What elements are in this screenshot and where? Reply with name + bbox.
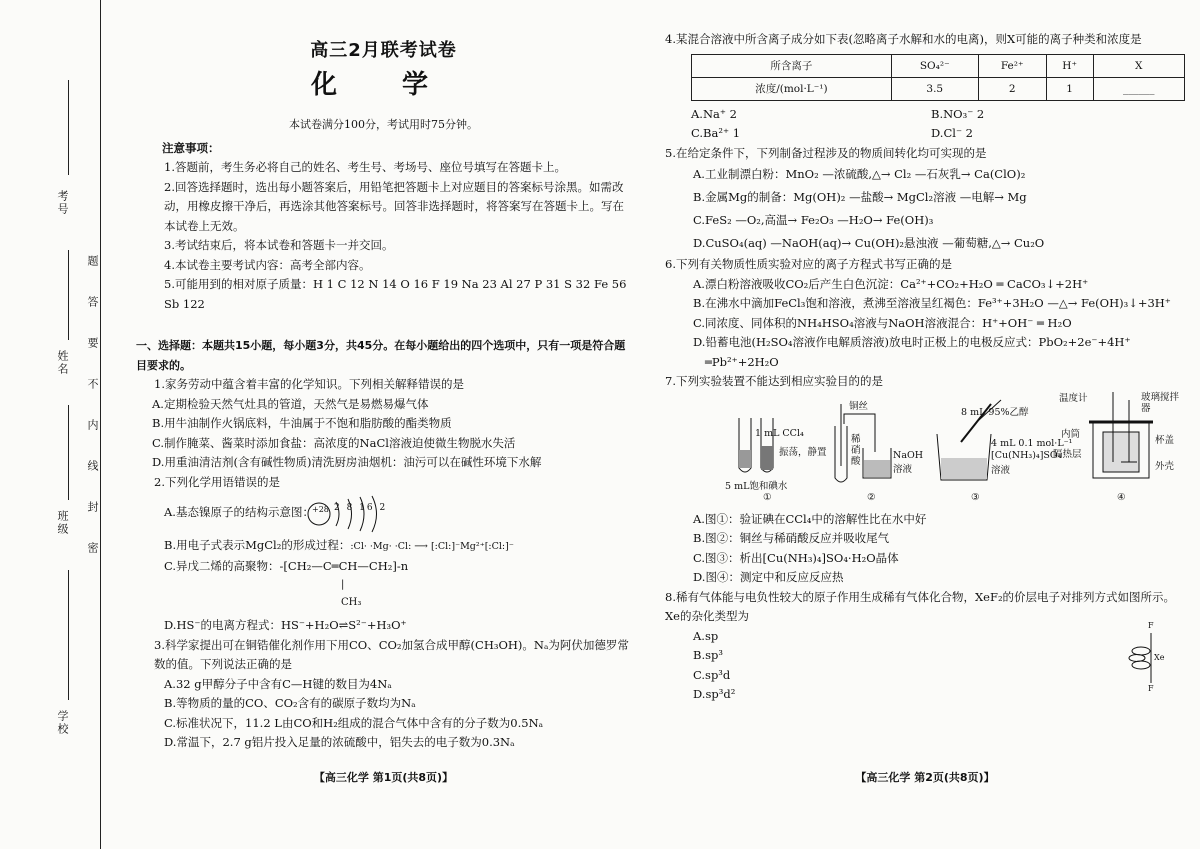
- q1-option-d: D.用重油清洁剂(含有碱性物质)清洗厨房油烟机：油污可以在碱性环境下水解: [152, 455, 542, 469]
- fig3-label: [Cu(NH₃)₄]SO₄: [991, 449, 1062, 461]
- fig3-label: 4 mL 0.1 mol·L⁻¹: [991, 437, 1073, 449]
- figure-1: [725, 396, 835, 508]
- fig4-label: 杯盖: [1155, 434, 1175, 446]
- q7-option-c: C.图③：析出[Cu(NH₃)₄]SO₄·H₂O晶体: [693, 550, 899, 565]
- fig4-label: 温度计: [1059, 392, 1088, 404]
- table-cell: 浓度/(mol·L⁻¹): [692, 77, 892, 100]
- fig3-label: 溶液: [991, 464, 1011, 476]
- table-header: H⁺: [1046, 54, 1093, 77]
- q2-option-d: D.HS⁻的电离方程式：HS⁻+H₂O⇌S²⁻+H₃O⁺: [164, 618, 407, 632]
- figure-number: ①: [763, 491, 772, 503]
- q7-figures: [665, 391, 1185, 508]
- q4-option-d: D.Cl⁻ 2: [931, 126, 973, 140]
- class-field[interactable]: [68, 405, 69, 500]
- fig4-label: 外壳: [1155, 460, 1175, 472]
- binding-line: [100, 0, 101, 849]
- q8-option-c: C.sp³d: [693, 667, 731, 682]
- electron-shells: 2 8 16 2: [334, 503, 388, 513]
- figure-number: ②: [867, 491, 876, 503]
- ion-table: [691, 54, 1185, 101]
- q5-option-c: C.FeS₂ —O₂,高温→ Fe₂O₃ —H₂O→ Fe(OH)₃: [693, 213, 934, 227]
- binding-margin: [0, 0, 120, 849]
- class-label: 班级: [56, 510, 69, 536]
- fig1-label: 1 mL CCl₄: [755, 427, 804, 439]
- q4-options: [665, 105, 1185, 144]
- notice-heading: 注意事项：: [162, 140, 220, 155]
- q3-option-c: C.标准状况下，11.2 L由CO和H₂组成的混合气体中含有的分子数为0.5Nₐ: [164, 715, 544, 730]
- subject-title: 化 学: [310, 70, 457, 100]
- question-stem-6: 6.下列有关物质性质实验对应的离子方程式书写正确的是: [665, 257, 952, 271]
- q4-option-b: B.NO₃⁻ 2: [931, 106, 985, 121]
- fig2-label: 稀硝酸: [851, 433, 861, 467]
- nucleus-charge: +28: [312, 505, 329, 514]
- q3-option-b: B.等物质的量的CO、CO₂含有的碳原子数均为Nₐ: [164, 696, 416, 710]
- question-stem-5: 5.在给定条件下，下列制备过程涉及的物质间转化均可实现的是: [665, 145, 987, 160]
- page-footer: 【高三化学 第1页(共8页)】: [313, 771, 454, 784]
- q7-option-b: B.图②：铜丝与稀硝酸反应并吸收尾气: [693, 531, 890, 545]
- question-stem-2: 2.下列化学用语错误的是: [154, 474, 280, 489]
- table-cell: 3.5: [891, 77, 978, 100]
- fig3-label: 8 mL 95%乙醇: [961, 406, 1029, 418]
- exam-no-label: 考号: [56, 190, 69, 216]
- table-header: Fe²⁺: [978, 54, 1046, 77]
- fig4-label: 玻璃搅拌器: [1141, 391, 1180, 414]
- table-header: SO₄²⁻: [891, 54, 978, 77]
- question-stem-7: 7.下列实验装置不能达到相应实验目的的是: [665, 374, 883, 388]
- q8-block: [665, 620, 1185, 705]
- q8-option-d: D.sp³d²: [693, 687, 736, 701]
- question-stem-8: 8.稀有气体能与电负性较大的原子作用生成稀有气体化合物，XeF₂的价层电子对排列方式如图所示。Xe的杂化类型为: [665, 589, 1176, 623]
- notice-item: 1.答题前，考生务必将自己的姓名、考生号、考场号、座位号填写在答题卡上。: [164, 160, 566, 174]
- q1-option-b: B.用牛油制作火锅底料，牛油属于不饱和脂肪酸的酯类物质: [152, 416, 452, 430]
- fig2-label: NaOH溶液: [893, 449, 924, 475]
- notice-item: 3.考试结束后，将本试卷和答题卡一并交回。: [164, 238, 394, 252]
- q6-option-b: B.在沸水中滴加FeCl₃饱和溶液，煮沸至溶液呈红褐色：Fe³⁺+3H₂O —△→ Fe(OH)₃↓+3H⁺: [693, 296, 1171, 310]
- figure-number: ③: [971, 491, 980, 503]
- table-header-row: [692, 54, 1185, 77]
- q7-option-d: D.图④：测定中和反应反应热: [693, 570, 844, 584]
- q2-option-a: A.基态镍原子的结构示意图： +28 2 8 16 2: [136, 492, 631, 536]
- table-cell: 1: [1046, 77, 1093, 100]
- q3-option-a: A.32 g甲醇分子中含有C—H键的数目为4Nₐ: [164, 676, 392, 691]
- q6-option-c: C.同浓度、同体积的NH₄HSO₄溶液与NaOH溶液混合：H⁺+OH⁻ ═ H₂O: [693, 315, 1072, 330]
- q6-option-a: A.漂白粉溶液吸收CO₂后产生白色沉淀：Ca²⁺+CO₂+H₂O ═ CaCO₃↓+2H⁺: [693, 276, 1089, 291]
- fig2-label: 铜丝: [849, 400, 869, 412]
- figure-2: [827, 396, 927, 508]
- q4-option-a: A.Na⁺ 2: [691, 106, 737, 121]
- name-label: 姓名: [56, 350, 69, 376]
- q7-option-a: A.图①：验证碘在CCl₄中的溶解性比在水中好: [693, 511, 927, 526]
- fig1-label: 5 mL饱和碘水: [725, 480, 788, 492]
- exam-no-field[interactable]: [68, 80, 69, 175]
- q2-option-b: B.用电子式表示MgCl₂的形成过程：:Cl· ·Mg· ·Cl: ⟶ [:Cl:]⁻Mg²⁺[:Cl:]⁻: [164, 538, 514, 552]
- notice-item: 4.本试卷主要考试内容：高考全部内容。: [164, 257, 371, 272]
- exam-title: 高三2月联考试卷: [310, 40, 457, 61]
- fig1-label: 振荡，静置: [779, 446, 827, 458]
- nickel-atom-diagram: [306, 494, 386, 534]
- school-label: 学校: [56, 710, 69, 736]
- question-stem-1: 1.家务劳动中蕴含着丰富的化学知识。下列相关解释错误的是: [154, 377, 464, 391]
- table-row: [692, 77, 1185, 100]
- q5-option-b: B.金属Mg的制备：Mg(OH)₂ —盐酸→ MgCl₂溶液 —电解→ Mg: [693, 190, 1027, 204]
- q8-option-a: A.sp: [693, 628, 719, 643]
- question-stem-4: 4.某混合溶液中所含离子成分如下表(忽略离子水解和水的电离)，则X可能的离子种类和浓度是: [665, 32, 1142, 46]
- seal-warning-text: 题答要不内线封密: [86, 255, 99, 583]
- figure-4: [1045, 388, 1185, 508]
- section-heading: 一、选择题：本题共15小题，每小题3分，共45分。在每小题给出的四个选项中，只有一项是符合题目要求的。: [136, 339, 626, 372]
- notice-item: 2.回答选择题时，选出每小题答案后，用铅笔把答题卡上对应题目的答案标号涂黑。如需改动，用橡皮擦干净后，再选涂其他答案标号。回答非选择题时，将答案写在答题卡上。写在本试卷上无效。: [164, 179, 624, 233]
- name-field[interactable]: [68, 250, 69, 340]
- table-header: 所含离子: [692, 54, 892, 77]
- page-1: [136, 0, 631, 849]
- figure-number: ④: [1117, 491, 1126, 503]
- school-field[interactable]: [68, 570, 69, 700]
- page-footer: 【高三化学 第2页(共8页)】: [855, 771, 995, 784]
- table-header: X: [1093, 54, 1184, 77]
- q1-option-c: C.制作腌菜、酱菜时添加食盐：高浓度的NaCl溶液迫使微生物脱水失活: [152, 435, 516, 450]
- table-cell: 2: [978, 77, 1046, 100]
- q6-option-d: D.铅蓄电池(H₂SO₄溶液作电解质溶液)放电时正极上的电极反应式：PbO₂+2e⁻+4H⁺: [693, 335, 1131, 349]
- exam-intro: 本试卷满分100分，考试用时75分钟。: [289, 118, 478, 131]
- q6-option-d-cont: ═Pb²⁺+2H₂O: [705, 354, 779, 369]
- page-2: [665, 0, 1185, 849]
- q1-option-a: A.定期检验天然气灶具的管道，天然气是易燃易爆气体: [152, 396, 429, 411]
- polymer-branch: | CH₃: [341, 579, 362, 608]
- q5-option-d: D.CuSO₄(aq) —NaOH(aq)→ Cu(OH)₂悬浊液 —葡萄糖,△→ Cu₂O: [693, 236, 1045, 250]
- polymer-formula: -[CH₂—C═CH—CH₂]-n: [279, 558, 409, 573]
- mgcl2-electron-formula: :Cl· ·Mg· ·Cl: ⟶ [:Cl:]⁻Mg²⁺[:Cl:]⁻: [350, 541, 514, 552]
- fig4-label: 隔热层: [1053, 448, 1082, 460]
- table-cell: ______: [1093, 77, 1184, 100]
- question-stem-3: 3.科学家提出可在铜锆催化剂作用下用CO、CO₂加氢合成甲醇(CH₃OH)。Nₐ为阿伏加德罗常数的值。下列说法正确的是: [154, 637, 629, 671]
- q3-option-d: D.常温下，2.7 g铝片投入足量的浓硫酸中，铝失去的电子数为0.3Nₐ: [164, 735, 515, 749]
- q2-option-c: C.异戊二烯的高聚物：-[CH₂—C═CH—CH₂]-n: [164, 558, 409, 573]
- q8-option-b: B.sp³: [693, 648, 723, 662]
- fig4-label: 内筒: [1061, 428, 1081, 440]
- xef2-diagram: F Xe F: [1127, 621, 1177, 697]
- q4-option-c: C.Ba²⁺ 1: [691, 126, 741, 140]
- q5-option-a: A.工业制漂白粉：MnO₂ —浓硫酸,△→ Cl₂ —石灰乳→ Ca(ClO)₂: [693, 167, 1026, 181]
- notice-item: 5.可能用到的相对原子质量：H 1 C 12 N 14 O 16 F 19 Na 23 Al 27 P 31 S 32 Fe 56 Sb 122: [164, 277, 627, 311]
